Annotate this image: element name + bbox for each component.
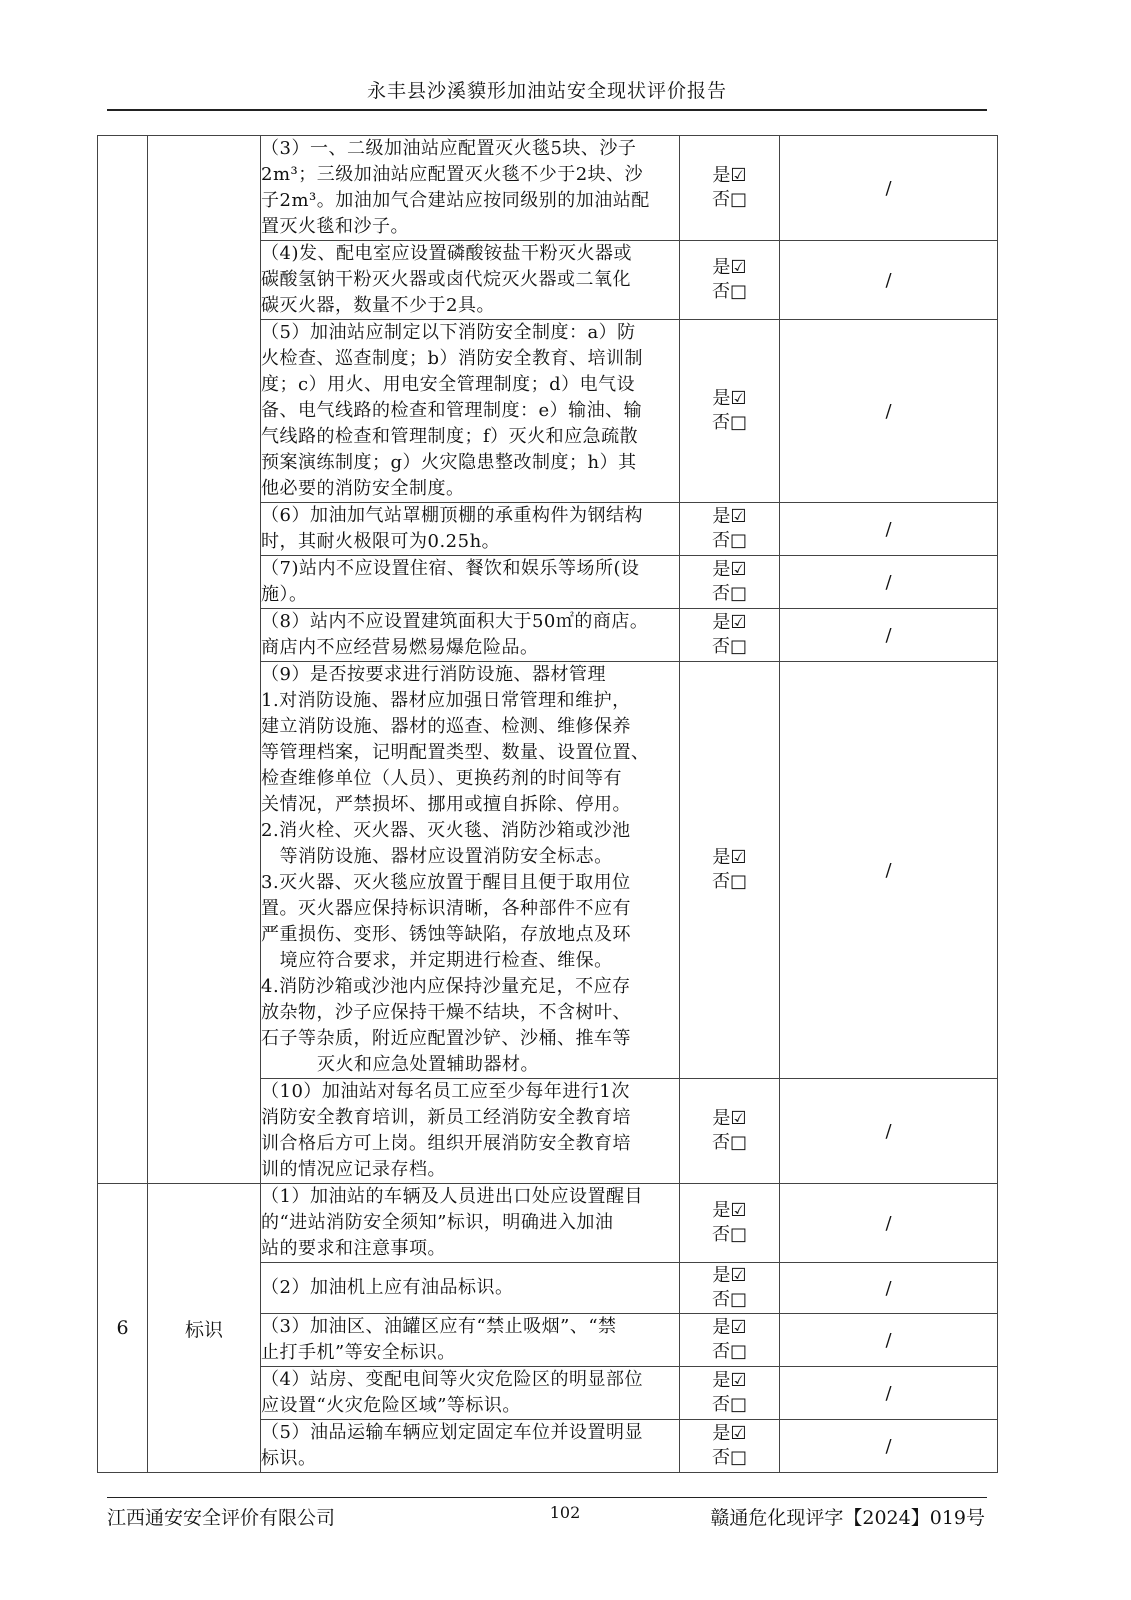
item-number-cell	[98, 136, 148, 1184]
compliance-cell	[680, 136, 780, 241]
requirement-line: （10）加油站对每名员工应至少每年进行1次	[261, 1081, 630, 1102]
compliance-cell	[680, 609, 780, 662]
requirement-line: 放杂物，沙子应保持干燥不结块，不含树叶、	[261, 1002, 631, 1023]
remark-cell: /	[780, 1263, 998, 1314]
no-unchecked-box: 否□	[711, 530, 747, 551]
requirement-line: 止打手机”等安全标识。	[261, 1342, 456, 1363]
requirement-line: 关情况，严禁损坏、挪用或擅自拆除、停用。	[261, 794, 631, 815]
inspection-table-body	[98, 136, 998, 1473]
compliance-cell	[680, 1263, 780, 1314]
requirement-line: 气线路的检查和管理制度；f）灭火和应急疏散	[261, 426, 639, 447]
yes-checked-box: 是☑	[712, 1317, 747, 1338]
remark-cell: /	[780, 241, 998, 320]
no-unchecked-box: 否□	[711, 1289, 747, 1310]
requirement-line: 站的要求和注意事项。	[261, 1238, 446, 1259]
requirement-line: 消防安全教育培训，新员工经消防安全教育培	[261, 1107, 631, 1128]
requirement-line: （3）一、二级加油站应配置灭火毯5块、沙子	[261, 138, 637, 159]
compliance-cell	[680, 1314, 780, 1367]
requirement-cell	[261, 1263, 680, 1314]
requirement-line: 度；c）用火、用电安全管理制度；d）电气设	[261, 374, 636, 395]
requirement-line: 检查维修单位（人员）、更换药剂的时间等有	[261, 768, 622, 789]
remark-cell: /	[780, 1079, 998, 1184]
requirement-line: 置。灭火器应保持标识清晰，各种部件不应有	[261, 898, 631, 919]
no-unchecked-box: 否□	[711, 583, 747, 604]
remark-cell: /	[780, 1367, 998, 1420]
requirement-line: （5）油品运输车辆应划定固定车位并设置明显	[261, 1422, 643, 1443]
requirement-cell	[261, 556, 680, 609]
requirement-cell	[261, 241, 680, 320]
item-number-cell: 6	[98, 1184, 148, 1473]
compliance-cell	[680, 1184, 780, 1263]
compliance-cell	[680, 503, 780, 556]
requirement-line: 训合格后方可上岗。组织开展消防安全教育培	[261, 1133, 631, 1154]
requirement-line: 2.消火栓、灭火器、灭火毯、消防沙箱或沙池	[261, 820, 631, 841]
header-divider	[107, 109, 987, 111]
remark-cell: /	[780, 1314, 998, 1367]
requirement-line: 他必要的消防安全制度。	[261, 478, 465, 499]
requirement-line: 1.对消防设施、器材应加强日常管理和维护，	[261, 690, 631, 711]
requirement-line: 备、电气线路的检查和管理制度：e）输油、输	[261, 400, 643, 421]
remark-cell: /	[780, 556, 998, 609]
yes-checked-box: 是☑	[712, 257, 747, 278]
compliance-cell	[680, 662, 780, 1079]
requirement-line: （6）加油加气站罩棚顶棚的承重构件为钢结构	[261, 505, 643, 526]
remark-cell: /	[780, 609, 998, 662]
compliance-cell	[680, 1367, 780, 1420]
requirement-line: （9）是否按要求进行消防设施、器材管理	[261, 664, 606, 685]
requirement-line: 商店内不应经营易燃易爆危险品。	[261, 637, 539, 658]
yes-checked-box: 是☑	[712, 847, 747, 868]
requirement-line: 碳酸氢钠干粉灭火器或卤代烷灭火器或二氧化	[261, 269, 631, 290]
requirement-line: 标识。	[261, 1448, 317, 1469]
requirement-line: 时，其耐火极限可为0.25h。	[261, 531, 501, 552]
no-unchecked-box: 否□	[711, 1341, 747, 1362]
requirement-line: （4)发、配电室应设置磷酸铵盐干粉灭火器或	[261, 243, 632, 264]
yes-checked-box: 是☑	[712, 1423, 747, 1444]
requirement-cell	[261, 320, 680, 503]
compliance-cell	[680, 556, 780, 609]
requirement-cell	[261, 503, 680, 556]
requirement-cell	[261, 609, 680, 662]
requirement-line: 置灭火毯和沙子。	[261, 216, 409, 237]
no-unchecked-box: 否□	[711, 1394, 747, 1415]
yes-checked-box: 是☑	[712, 612, 747, 633]
page-header-title: 永丰县沙溪貘形加油站安全现状评价报告	[366, 80, 727, 102]
no-unchecked-box: 否□	[711, 871, 747, 892]
requirement-line: （3）加油区、油罐区应有“禁止吸烟”、“禁	[261, 1316, 617, 1337]
remark-cell: /	[780, 136, 998, 241]
requirement-line: 施）。	[261, 584, 308, 605]
requirement-line: 灭火和应急处置辅助器材。	[261, 1054, 539, 1075]
no-unchecked-box: 否□	[711, 1447, 747, 1468]
remark-cell: /	[780, 662, 998, 1079]
yes-checked-box: 是☑	[712, 1370, 747, 1391]
yes-checked-box: 是☑	[712, 559, 747, 580]
requirement-line: 石子等杂质，附近应配置沙铲、沙桶、推车等	[261, 1028, 631, 1049]
no-unchecked-box: 否□	[711, 281, 747, 302]
requirement-line: 2m³；三级加油站应配置灭火毯不少于2块、沙	[261, 164, 644, 185]
requirement-cell	[261, 1314, 680, 1367]
category-cell	[148, 136, 261, 1184]
requirement-line: 严重损伤、变形、锈蚀等缺陷，存放地点及环	[261, 924, 631, 945]
compliance-cell	[680, 241, 780, 320]
no-unchecked-box: 否□	[711, 636, 747, 657]
table-row	[98, 136, 998, 241]
requirement-line: （5）加油站应制定以下消防安全制度：a）防	[261, 322, 636, 343]
footer-company: 江西通安安全评价有限公司	[107, 1507, 336, 1529]
yes-checked-box: 是☑	[712, 1108, 747, 1129]
requirement-line: 境应符合要求，并定期进行检查、维保。	[261, 950, 613, 971]
requirement-line: （1）加油站的车辆及人员进出口处应设置醒目	[261, 1186, 643, 1207]
compliance-cell	[680, 1079, 780, 1184]
requirement-line: （4）站房、变配电间等火灾危险区的明显部位	[261, 1369, 643, 1390]
requirement-line: （7)站内不应设置住宿、餐饮和娱乐等场所(设	[261, 558, 640, 579]
table-row	[98, 1184, 998, 1263]
no-unchecked-box: 否□	[711, 1132, 747, 1153]
requirement-line: （8）站内不应设置建筑面积大于50㎡的商店。	[261, 611, 649, 632]
remark-cell: /	[780, 1184, 998, 1263]
requirement-cell	[261, 1184, 680, 1263]
requirement-line: （2）加油机上应有油品标识。	[261, 1277, 514, 1298]
yes-checked-box: 是☑	[712, 1265, 747, 1286]
requirement-line: 训的情况应记录存档。	[261, 1159, 446, 1180]
requirement-line: 建立消防设施、器材的巡查、检测、维修保养	[261, 716, 631, 737]
yes-checked-box: 是☑	[712, 165, 747, 186]
compliance-cell	[680, 320, 780, 503]
requirement-cell	[261, 136, 680, 241]
requirement-line: 预案演练制度；g）火灾隐患整改制度；h）其	[261, 452, 637, 473]
requirement-line: 应设置“火灾危险区域”等标识。	[261, 1395, 521, 1416]
requirement-line: 等消防设施、器材应设置消防安全标志。	[261, 846, 613, 867]
no-unchecked-box: 否□	[711, 189, 747, 210]
yes-checked-box: 是☑	[712, 388, 747, 409]
category-cell: 标识	[148, 1184, 261, 1473]
no-unchecked-box: 否□	[711, 1224, 747, 1245]
requirement-line: 火检查、巡查制度；b）消防安全教育、培训制	[261, 348, 644, 369]
compliance-cell	[680, 1420, 780, 1473]
remark-cell: /	[780, 503, 998, 556]
footer-divider	[107, 1497, 987, 1498]
remark-cell: /	[780, 1420, 998, 1473]
inspection-table	[97, 135, 998, 1473]
yes-checked-box: 是☑	[712, 506, 747, 527]
requirement-line: 4.消防沙箱或沙池内应保持沙量充足，不应存	[261, 976, 631, 997]
requirement-cell	[261, 1367, 680, 1420]
footer-doc-number: 赣通危化现评字【2024】019号	[710, 1507, 985, 1529]
requirement-cell	[261, 1079, 680, 1184]
requirement-line: 碳灭火器，数量不少于2具。	[261, 295, 495, 316]
remark-cell: /	[780, 320, 998, 503]
requirement-line: 3.灭火器、灭火毯应放置于醒目且便于取用位	[261, 872, 631, 893]
requirement-line: 子2m³。加油加气合建站应按同级别的加油站配	[261, 190, 650, 211]
no-unchecked-box: 否□	[711, 412, 747, 433]
requirement-line: 的“进站消防安全须知”标识，明确进入加油	[261, 1212, 614, 1233]
requirement-line: 等管理档案，记明配置类型、数量、设置位置、	[261, 742, 650, 763]
yes-checked-box: 是☑	[712, 1200, 747, 1221]
requirement-cell	[261, 1420, 680, 1473]
requirement-cell	[261, 662, 680, 1079]
page-number: 102	[549, 1503, 581, 1522]
